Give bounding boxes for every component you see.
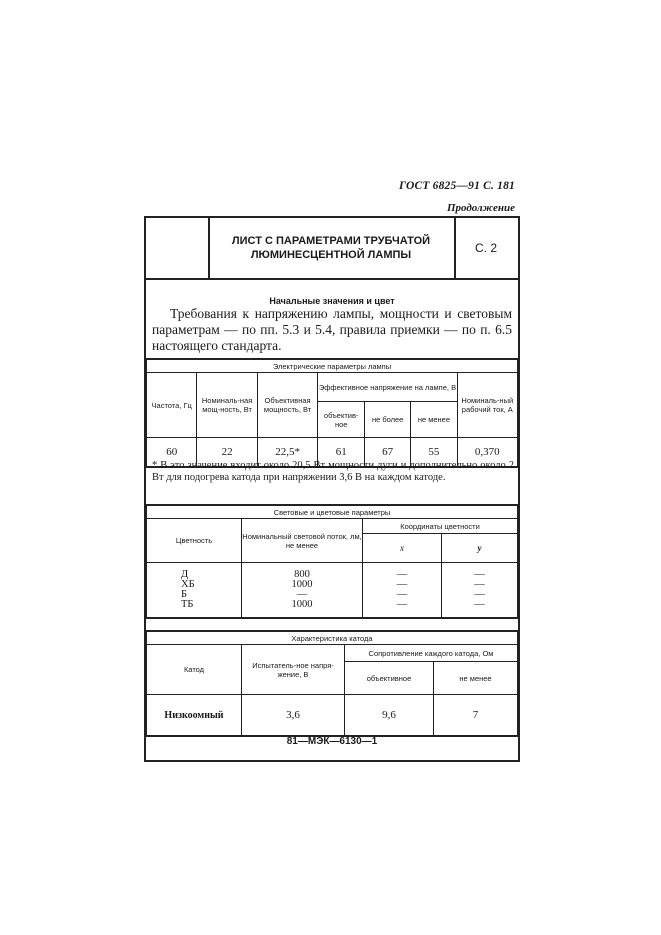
requirements-text: Требования к напряжению лампы, мощности и световым параметрам — по пп. 5.3 и 5.4, правила приемки — по п. 6.5 настоящего стандарта. [152,306,512,353]
flux-tb: 1000 [291,599,313,610]
sheet-title-block [146,218,518,280]
sheet-title-line2: ЛЮМИНЕСЦЕНТНОЙ ЛАМПЫ [250,249,412,261]
cell-resistance-min: 7 [434,695,518,737]
x-tb: — [396,599,408,610]
continuation-label: Продолжение [446,202,515,214]
color-tb: ТБ [181,599,194,610]
col-nominal-power: Номиналь-ная мощ-ность, Вт [197,373,257,438]
flux-d: 800 [294,569,310,580]
col-voltage-min: не менее [411,402,457,438]
cell-current: 0,370 [457,438,517,468]
y-d: — [474,569,485,580]
x-b: — [396,589,408,600]
col-coordinates: Координаты цветности [363,519,518,534]
sheet-blank-cell [146,218,210,278]
col-resistance-min: не менее [434,662,518,695]
cathode-caption: Характеристика катода [147,631,518,645]
col-voltage-objective: объектив-ное [318,402,365,438]
col-frequency: Частота, Гц [147,373,197,438]
col-nominal-current: Номиналь-ный рабочий ток, А [457,373,517,438]
cell-voltage-objective: 61 [318,438,365,468]
cell-test-voltage: 3,6 [242,695,345,737]
cell-resistance-objective: 9,6 [345,695,434,737]
col-color: Цветность [147,519,242,563]
standard-header: ГОСТ 6825—91 С. 181 [398,180,515,192]
bottom-rule [146,760,518,762]
x-hb: — [396,579,408,590]
electrical-parameters-table [146,358,518,468]
cell-colors [147,563,242,619]
light-parameters-table [146,504,518,619]
col-x: x [363,534,442,563]
bottom-label: 81—МЭК—6130—1 [286,736,378,747]
sheet-page-number: С. 2 [474,241,497,255]
y-tb: — [474,599,485,610]
y-hb: — [474,579,485,590]
section-heading: Начальные значения и цвет [269,296,395,306]
cell-nominal-power: 22 [197,438,257,468]
cell-voltage-max: 67 [365,438,411,468]
sheet-title-line1: ЛИСТ С ПАРАМЕТРАМИ ТРУБЧАТОЙ [231,235,431,247]
col-voltage-max: не более [365,402,411,438]
col-flux: Номинальный световой поток, лм, не менее [242,519,363,563]
color-hb: ХБ [181,579,195,590]
col-y: y [442,534,518,563]
color-d: Д [181,569,189,580]
cell-objective-power: 22,5* [257,438,318,468]
cell-x [363,563,442,619]
cell-cathode: Низкоомный [147,695,242,737]
light-caption: Световые и цветовые параметры [147,505,518,519]
cell-frequency: 60 [147,438,197,468]
col-resistance-objective: объективное [345,662,434,695]
col-cathode: Катод [147,645,242,695]
electrical-caption: Электрические параметры лампы [147,359,518,373]
col-objective-power: Объективная мощность, Вт [257,373,318,438]
cathode-table [146,630,518,737]
col-effective-voltage: Эффективное напряжение на лампе, В [318,373,457,402]
x-d: — [396,569,408,580]
col-resistance: Сопротивление каждого катода, Ом [345,645,518,662]
requirements-paragraph [152,306,512,354]
cell-voltage-min: 55 [411,438,457,468]
flux-b: — [296,589,308,600]
col-test-voltage: Испытатель-ное напря-жение, В [242,645,345,695]
cell-flux [242,563,363,619]
data-sheet-frame [144,216,520,762]
footnote: * В это значение входит около 20,5 Вт мощности дуги и дополнительно около 2 Вт для подогрева катода при напряжении 3,6 В на каждом катоде. [152,460,514,483]
sheet-title [208,218,456,278]
y-b: — [474,589,485,600]
flux-hb: 1000 [291,579,313,590]
cell-y [442,563,518,619]
color-b: Б [181,589,188,600]
